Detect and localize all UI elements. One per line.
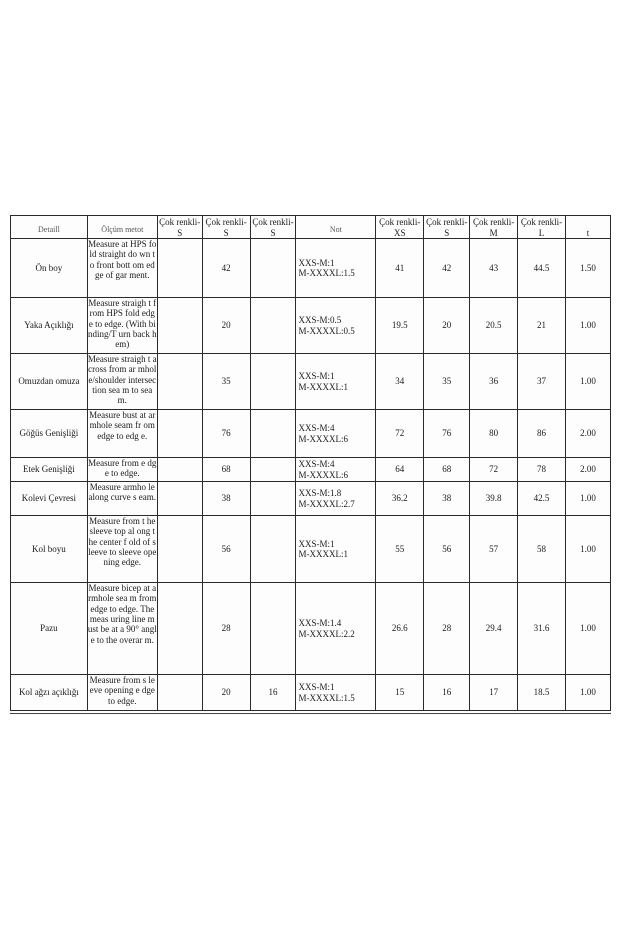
value-size-l: 78 <box>518 458 566 482</box>
value-size-s: 56 <box>424 516 470 583</box>
measurement-name: Yaka Açıklığı <box>11 298 88 354</box>
value-size-xs: 36.2 <box>376 482 424 516</box>
value-size-s-1 <box>157 354 202 410</box>
table-row <box>11 675 611 711</box>
measurement-name: Göğüs Genişliği <box>11 410 88 458</box>
value-size-xs: 41 <box>376 239 424 298</box>
grading-rule-xxs-m: XXS-M:1 <box>298 257 335 268</box>
value-size-s: 20 <box>424 298 470 354</box>
value-size-l: 58 <box>518 516 566 583</box>
tolerance: 1.50 <box>566 239 611 298</box>
value-size-l: 31.6 <box>518 583 566 675</box>
grading-rule-m-xxxxl: M-XXXXL:1 <box>298 381 348 392</box>
value-size-s-3 <box>250 482 296 516</box>
header-size-s-3: Çok renkli-S <box>250 216 296 239</box>
value-size-m: 29.4 <box>470 583 518 675</box>
value-size-s-1 <box>157 583 202 675</box>
measurement-method: Measure from e dge to edge. <box>87 458 157 482</box>
value-size-s: 28 <box>424 583 470 675</box>
value-size-s-3 <box>250 239 296 298</box>
value-size-s-2: 38 <box>202 482 250 516</box>
size-chart-body <box>11 216 611 711</box>
header-detail: Detaill <box>11 216 88 239</box>
value-size-s: 35 <box>424 354 470 410</box>
header-method: Ölçüm metot <box>87 216 157 239</box>
header-tolerance: t <box>566 216 611 239</box>
table-row <box>11 239 611 298</box>
value-size-s-2: 28 <box>202 583 250 675</box>
measurement-method: Measure from t he sleeve top al ong the center f old of sleeve to sleeve opening edge. <box>87 516 157 583</box>
value-size-l: 42.5 <box>518 482 566 516</box>
value-size-s-3 <box>250 458 296 482</box>
grading-rule-xxs-m: XXS-M:1.8 <box>298 488 342 499</box>
value-size-m: 43 <box>470 239 518 298</box>
table-row <box>11 516 611 583</box>
table-row <box>11 354 611 410</box>
value-size-xs: 55 <box>376 516 424 583</box>
grading-rule <box>296 410 376 458</box>
measurement-method: Measure bust at armhole seam fr om edge to edg e. <box>87 410 157 458</box>
value-size-s-3 <box>250 516 296 583</box>
grading-rule-xxs-m: XXS-M:1 <box>298 682 335 693</box>
grading-rule-xxs-m: XXS-M:4 <box>298 423 335 434</box>
value-size-s-1 <box>157 410 202 458</box>
grading-rule-m-xxxxl: M-XXXXL:0.5 <box>298 325 355 336</box>
header-size-xs: Çok renkli-XS <box>376 216 424 239</box>
grading-rule <box>296 675 376 711</box>
measurement-name: Omuzdan omuza <box>11 354 88 410</box>
value-size-xs: 26.6 <box>376 583 424 675</box>
value-size-s-2: 35 <box>202 354 250 410</box>
value-size-s-3 <box>250 354 296 410</box>
measurement-method: Measure at HPS fold straight do wn to front bott om edge of gar ment. <box>87 239 157 298</box>
value-size-s: 38 <box>424 482 470 516</box>
value-size-s-3: 16 <box>250 675 296 711</box>
tolerance: 1.00 <box>566 675 611 711</box>
value-size-s-2: 56 <box>202 516 250 583</box>
value-size-l: 86 <box>518 410 566 458</box>
measurement-name: Ön boy <box>11 239 88 298</box>
table-row <box>11 583 611 675</box>
value-size-l: 18.5 <box>518 675 566 711</box>
grading-rule-xxs-m: XXS-M:4 <box>298 459 335 470</box>
grading-rule <box>296 354 376 410</box>
value-size-m: 20.5 <box>470 298 518 354</box>
tolerance: 2.00 <box>566 410 611 458</box>
value-size-s-3 <box>250 410 296 458</box>
value-size-s-1 <box>157 298 202 354</box>
value-size-s-1 <box>157 482 202 516</box>
value-size-m: 72 <box>470 458 518 482</box>
header-note: Not <box>296 216 376 239</box>
measurement-name: Kol ağzı açıklığı <box>11 675 88 711</box>
value-size-s-1 <box>157 239 202 298</box>
value-size-m: 57 <box>470 516 518 583</box>
table-row <box>11 482 611 516</box>
value-size-s-2: 20 <box>202 298 250 354</box>
measurement-method: Measure straigh t from HPS fold edge to edge. (With binding/T urn back hem) <box>87 298 157 354</box>
grading-rule <box>296 583 376 675</box>
measurement-method: Measure armho le along curve s eam. <box>87 482 157 516</box>
grading-rule-m-xxxxl: M-XXXXL:1.5 <box>298 692 355 703</box>
tolerance: 2.00 <box>566 458 611 482</box>
measurement-name: Kol boyu <box>11 516 88 583</box>
value-size-s: 42 <box>424 239 470 298</box>
grading-rule-m-xxxxl: M-XXXXL:6 <box>298 469 348 480</box>
grading-rule-m-xxxxl: M-XXXXL:1.5 <box>298 268 355 278</box>
value-size-s: 76 <box>424 410 470 458</box>
grading-rule-xxs-m: XXS-M:1.4 <box>298 618 342 629</box>
header-size-l: Çok renkli-L <box>518 216 566 239</box>
value-size-s-3 <box>250 298 296 354</box>
table-row <box>11 298 611 354</box>
header-size-s: Çok renkli-S <box>424 216 470 239</box>
tolerance: 1.00 <box>566 583 611 675</box>
value-size-s-2: 68 <box>202 458 250 482</box>
tolerance: 1.00 <box>566 354 611 410</box>
value-size-s-1 <box>157 458 202 482</box>
tolerance: 1.00 <box>566 298 611 354</box>
grading-rule-m-xxxxl: M-XXXXL:1 <box>298 549 348 559</box>
grading-rule <box>296 482 376 516</box>
measurement-name: Pazu <box>11 583 88 675</box>
grading-rule <box>296 298 376 354</box>
value-size-l: 21 <box>518 298 566 354</box>
value-size-m: 36 <box>470 354 518 410</box>
measurement-method: Measure from s leeve opening e dge to edge. <box>87 675 157 711</box>
value-size-s-2: 42 <box>202 239 250 298</box>
value-size-xs: 19.5 <box>376 298 424 354</box>
value-size-s-3 <box>250 583 296 675</box>
table-bottom-border <box>10 713 611 714</box>
value-size-xs: 15 <box>376 675 424 711</box>
value-size-m: 80 <box>470 410 518 458</box>
tolerance: 1.00 <box>566 516 611 583</box>
value-size-xs: 64 <box>376 458 424 482</box>
grading-rule-xxs-m: XXS-M:1 <box>298 371 335 382</box>
value-size-s: 68 <box>424 458 470 482</box>
value-size-xs: 72 <box>376 410 424 458</box>
value-size-s-2: 76 <box>202 410 250 458</box>
header-size-m: Çok renkli-M <box>470 216 518 239</box>
table-row <box>11 458 611 482</box>
value-size-s-1 <box>157 516 202 583</box>
size-chart-table <box>10 215 611 711</box>
grading-rule <box>296 458 376 482</box>
tolerance: 1.00 <box>566 482 611 516</box>
value-size-m: 17 <box>470 675 518 711</box>
value-size-xs: 34 <box>376 354 424 410</box>
measurement-method: Measure bicep at armhole sea m from edge to edge. The meas uring line must be at a 90° angl e to the overar m. <box>87 583 157 675</box>
value-size-s: 16 <box>424 675 470 711</box>
value-size-s-1 <box>157 675 202 711</box>
grading-rule-m-xxxxl: M-XXXXL:6 <box>298 433 348 444</box>
header-size-s-2: Çok renkli-S <box>202 216 250 239</box>
grading-rule-xxs-m: XXS-M:1 <box>298 538 335 549</box>
header-size-s-1: Çok renkli-S <box>159 217 201 238</box>
grading-rule-m-xxxxl: M-XXXXL:2.2 <box>298 628 355 639</box>
grading-rule-m-xxxxl: M-XXXXL:2.7 <box>298 498 355 509</box>
size-chart-sheet <box>10 215 611 715</box>
header-row <box>11 216 611 239</box>
value-size-s-2: 20 <box>202 675 250 711</box>
value-size-l: 44.5 <box>518 239 566 298</box>
grading-rule <box>296 239 376 298</box>
measurement-name: Etek Genişliği <box>11 458 88 482</box>
value-size-m: 39.8 <box>470 482 518 516</box>
value-size-l: 37 <box>518 354 566 410</box>
grading-rule <box>296 516 376 583</box>
measurement-method: Measure straigh t across from ar mhole/shoulder intersection sea m to seam. <box>87 354 157 410</box>
measurement-name: Kolevi Çevresi <box>11 482 88 516</box>
grading-rule-xxs-m: XXS-M:0.5 <box>298 315 342 326</box>
table-row <box>11 410 611 458</box>
